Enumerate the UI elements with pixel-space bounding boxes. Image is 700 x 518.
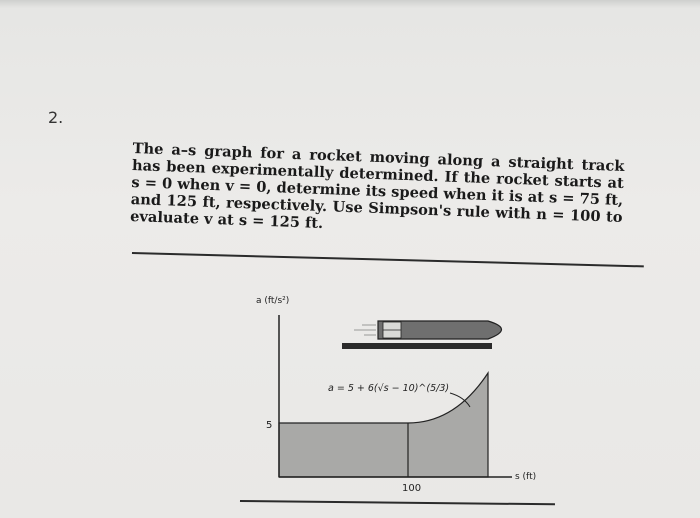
rocket-icon bbox=[342, 321, 502, 349]
problem-statement: The a–s graph for a rocket moving along a straight track has been experimentally determined. If the rocket starts at s = 0 when v = 0, determine its speed when it is at s = 75 ft, and 125 ft, respectively. Use Simpson's rule with n = 100 to evaluate v at s = 125 ft. bbox=[129, 140, 625, 233]
top-rule bbox=[132, 252, 644, 267]
equation-label: a = 5 + 6(√s − 10)^(5/3) bbox=[328, 383, 450, 394]
a-s-graph-figure bbox=[230, 285, 560, 500]
problem-number: 2. bbox=[48, 108, 64, 127]
bottom-rule bbox=[240, 500, 555, 505]
y-tick-label: 5 bbox=[266, 420, 273, 431]
x-axis-label: s (ft) bbox=[515, 472, 537, 482]
x-tick-label: 100 bbox=[402, 483, 422, 494]
y-axis-label: a (ft/s²) bbox=[256, 296, 290, 306]
